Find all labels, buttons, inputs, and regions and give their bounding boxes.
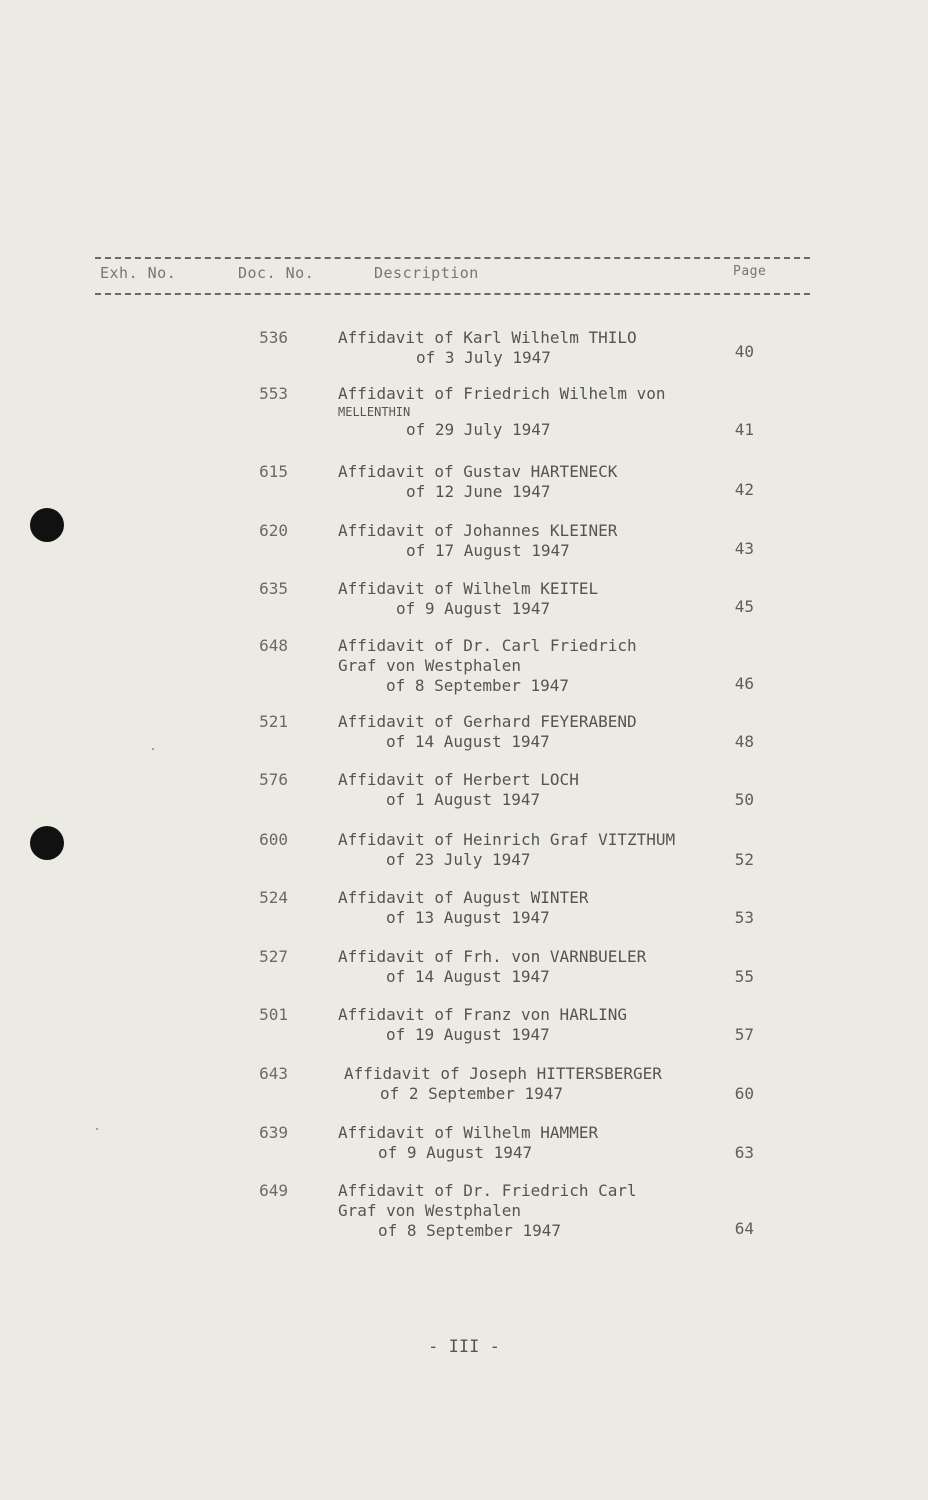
- description-line: Graf von Westphalen: [338, 656, 522, 675]
- row-description: [338, 770, 698, 810]
- description-line: of 2 September 1947: [380, 1084, 564, 1103]
- description-line: Affidavit of Heinrich Graf VITZTHUM: [338, 830, 676, 849]
- page-number: 41: [734, 420, 754, 439]
- doc-number: 600: [259, 830, 288, 849]
- description-line: of 9 August 1947: [396, 599, 551, 618]
- description-line: of 9 August 1947: [378, 1143, 533, 1162]
- description-line: Affidavit of Gustav HARTENECK: [338, 462, 618, 481]
- description-line: of 14 August 1947: [386, 732, 550, 751]
- page-number: 53: [734, 908, 754, 927]
- description-line: Affidavit of Dr. Carl Friedrich: [338, 636, 637, 655]
- page-number: 40: [734, 342, 754, 361]
- header-description: Description: [374, 264, 479, 282]
- description-line: Affidavit of August WINTER: [338, 888, 589, 907]
- row-description: [338, 712, 698, 752]
- page-number: 63: [734, 1143, 754, 1162]
- description-line: of 8 September 1947: [386, 676, 570, 695]
- doc-number: 521: [259, 712, 288, 731]
- description-line: Affidavit of Karl Wilhelm THILO: [338, 328, 637, 347]
- description-line: Affidavit of Friedrich Wilhelm von: [338, 384, 666, 403]
- description-line: Graf von Westphalen: [338, 1201, 522, 1220]
- row-description: [338, 830, 698, 870]
- header-top-rule: [95, 257, 810, 259]
- row-description: [338, 462, 698, 502]
- doc-number: 536: [259, 328, 288, 347]
- row-description: [338, 888, 698, 928]
- header-bottom-rule: [95, 293, 810, 295]
- page-number: 45: [734, 597, 754, 616]
- page-number: 50: [734, 790, 754, 809]
- description-line: of 1 August 1947: [386, 790, 541, 809]
- page-number: 46: [734, 674, 754, 693]
- doc-number: 648: [259, 636, 288, 655]
- page-number: 48: [734, 732, 754, 751]
- doc-number: 615: [259, 462, 288, 481]
- page-number: 52: [734, 850, 754, 869]
- doc-number: 635: [259, 579, 288, 598]
- description-line: of 19 August 1947: [386, 1025, 550, 1044]
- row-description: [338, 1123, 698, 1163]
- description-line: of 14 August 1947: [386, 967, 550, 986]
- description-line: of 3 July 1947: [416, 348, 551, 367]
- row-description: [338, 579, 698, 619]
- page-number: 64: [734, 1219, 754, 1238]
- description-line: of 17 August 1947: [406, 541, 570, 560]
- row-description: [338, 1005, 698, 1045]
- page-number: 42: [734, 480, 754, 499]
- doc-number: 639: [259, 1123, 288, 1142]
- doc-number: 524: [259, 888, 288, 907]
- page-footer: - III -: [428, 1337, 500, 1357]
- row-description: [338, 328, 698, 368]
- row-description: [338, 1181, 698, 1241]
- description-line: Affidavit of Wilhelm HAMMER: [338, 1123, 599, 1142]
- doc-number: 527: [259, 947, 288, 966]
- description-line: MELLENTHIN: [338, 405, 411, 419]
- punch-hole: [30, 826, 64, 860]
- page-number: 60: [734, 1084, 754, 1103]
- doc-number: 643: [259, 1064, 288, 1083]
- description-line: Affidavit of Joseph HITTERSBERGER: [344, 1064, 662, 1083]
- description-line: Affidavit of Johannes KLEINER: [338, 521, 618, 540]
- description-line: Affidavit of Gerhard FEYERABEND: [338, 712, 637, 731]
- doc-number: 501: [259, 1005, 288, 1024]
- row-description: [338, 521, 698, 561]
- description-line: of 8 September 1947: [378, 1221, 562, 1240]
- header-page: Page: [733, 264, 767, 279]
- header-doc-no: Doc. No.: [238, 264, 315, 282]
- paper-speck: [96, 1128, 98, 1130]
- punch-hole: [30, 508, 64, 542]
- doc-number: 576: [259, 770, 288, 789]
- doc-number: 649: [259, 1181, 288, 1200]
- doc-number: 553: [259, 384, 288, 403]
- header-exh-no: Exh. No.: [100, 264, 177, 282]
- row-description: [338, 636, 698, 696]
- page-number: 55: [734, 967, 754, 986]
- row-description: [338, 384, 698, 440]
- description-line: Affidavit of Franz von HARLING: [338, 1005, 627, 1024]
- description-line: Affidavit of Dr. Friedrich Carl: [338, 1181, 637, 1200]
- description-line: Affidavit of Frh. von VARNBUELER: [338, 947, 647, 966]
- description-line: of 23 July 1947: [386, 850, 531, 869]
- description-line: of 12 June 1947: [406, 482, 551, 501]
- row-description: [338, 947, 698, 987]
- paper-speck: [152, 748, 154, 750]
- description-line: of 29 July 1947: [406, 420, 551, 439]
- page-number: 43: [734, 539, 754, 558]
- description-line: of 13 August 1947: [386, 908, 550, 927]
- page-number: 57: [734, 1025, 754, 1044]
- doc-number: 620: [259, 521, 288, 540]
- description-line: Affidavit of Herbert LOCH: [338, 770, 579, 789]
- description-line: Affidavit of Wilhelm KEITEL: [338, 579, 599, 598]
- row-description: [344, 1064, 704, 1104]
